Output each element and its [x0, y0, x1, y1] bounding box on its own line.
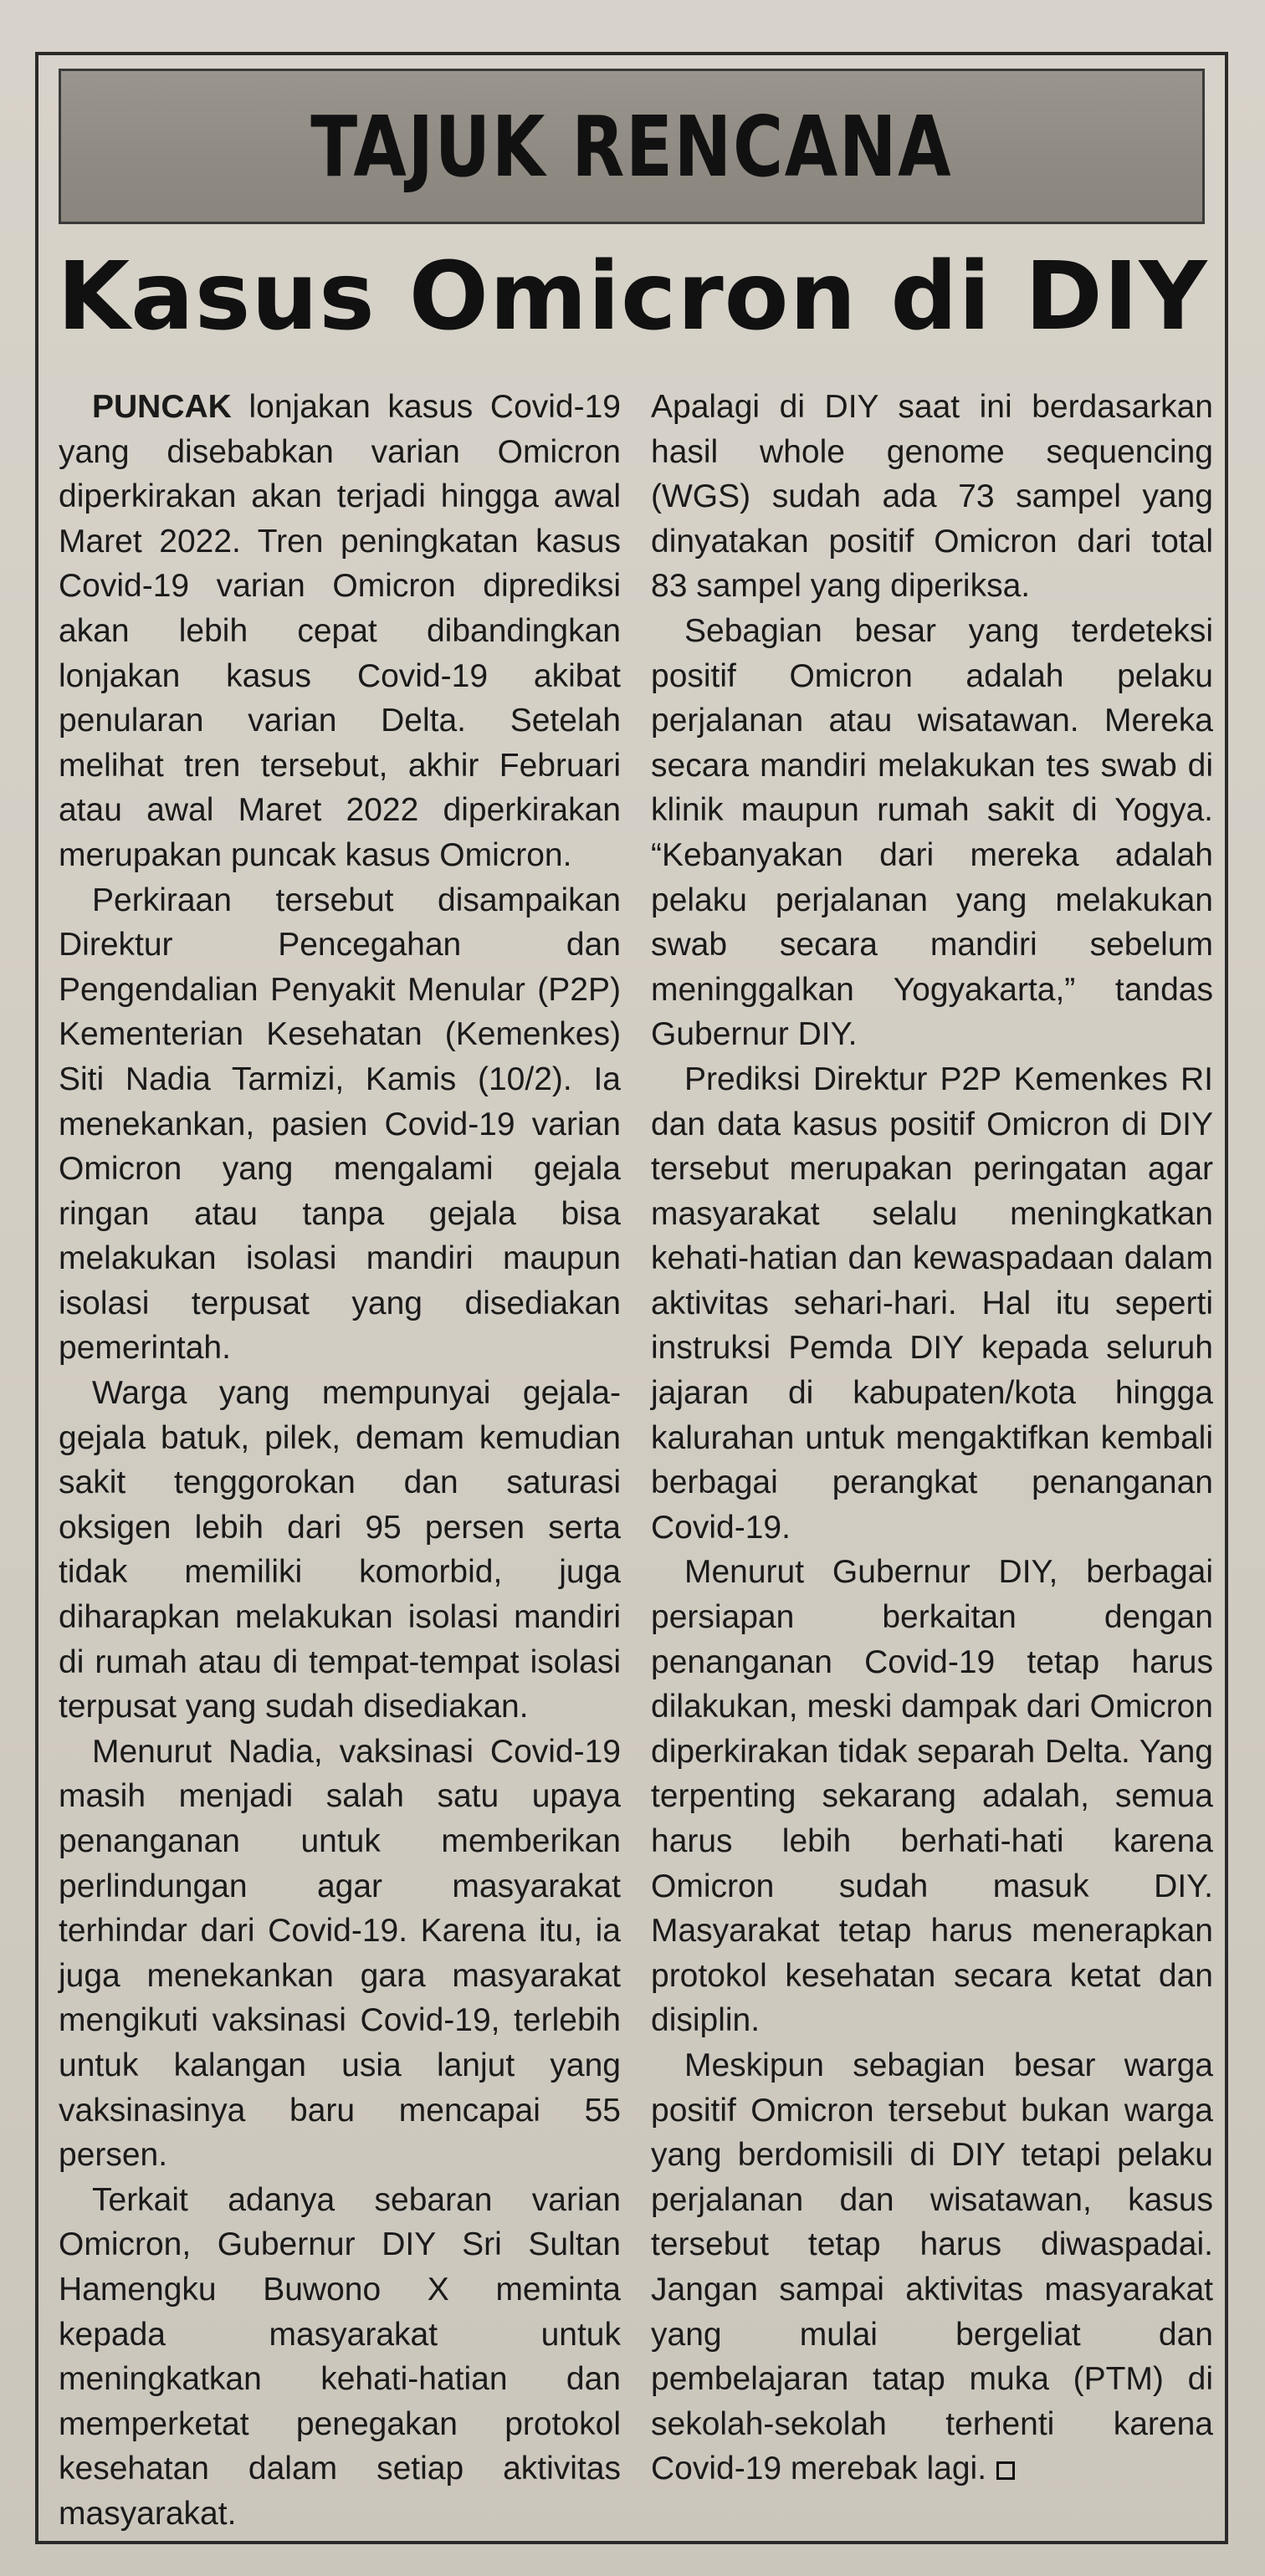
paragraph: Perkiraan tersebut disampaikan Direktur Pencegahan dan Pengendalian Penyakit Menular (P2P) Kementerian Kesehatan (Kemenkes) Siti Nadia Tarmizi, Kamis (10/2). Ia menekankan, pasien Covid-19 varian Omicron yang mengalami gejala ringan atau tanpa gejala bisa melakukan isolasi mandiri maupun isolasi terpusat yang disediakan pemerintah. [59, 882, 621, 1367]
paragraph [59, 385, 621, 878]
paragraph: Warga yang mempunyai gejala-gejala batuk, pilek, demam kemudian sakit tenggorokan dan saturasi oksigen lebih dari 95 persen serta tidak memiliki komorbid, juga diharapkan melakukan isolasi mandiri di rumah atau di tempat-tempat isolasi terpusat yang sudah disediakan. [59, 1375, 621, 1725]
paragraph-text: Meskipun sebagian besar warga positif Omicron tersebut bukan warga yang berdomisili di DIY tetapi pelaku perjalanan dan wisatawan, kasus tersebut tetap harus diwaspadai. Jangan sampai aktivitas masyarakat yang mulai bergeliat dan pembelajaran tatap muka (PTM) di sekolah-sekolah terhenti karena Covid-19 merebak lagi. [651, 2047, 1213, 2487]
end-of-article-icon [996, 2461, 1015, 2480]
paragraph: Menurut Gubernur DIY, berbagai persiapan berkaitan dengan penanganan Covid-19 tetap harus dilakukan, meski dampak dari Omicron diperkirakan tidak separah Delta. Yang terpenting sekarang adalah, semua harus lebih berhati-hati karena Omicron sudah masuk DIY. Masyarakat tetap harus menerapkan protokol kesehatan secara ketat dan disiplin. [651, 1554, 1213, 2039]
paragraph [651, 2043, 1213, 2492]
section-masthead [59, 69, 1205, 224]
paragraph: Prediksi Direktur P2P Kemenkes RI dan data kasus positif Omicron di DIY tersebut merupakan peringatan agar masyarakat selalu meningkatkan kehati-hatian dan kewaspadaan dalam aktivitas sehari-hari. Hal itu seperti instruksi Pemda DIY kepada seluruh jajaran di kabupaten/kota hingga kalurahan untuk mengaktifkan kembali berbagai perangkat penanganan Covid-19. [651, 1061, 1213, 1546]
paragraph: Apalagi di DIY saat ini berdasarkan hasil whole genome sequencing (WGS) sudah ada 73 sampel yang dinyatakan positif Omicron dari total 83 sampel yang diperiksa. [651, 389, 1213, 605]
lead-word: PUNCAK [92, 389, 232, 425]
paragraph: Menurut Nadia, vaksinasi Covid-19 masih menjadi salah satu upaya penanganan untuk memberikan perlindungan agar masyarakat terhindar dari Covid-19. Karena itu, ia juga menekankan gara masyarakat mengikuti vaksinasi Covid-19, terlebih untuk kalangan usia lanjut yang vaksinasinya baru mencapai 55 persen. [59, 1733, 621, 2174]
paragraph: Sebagian besar yang terdeteksi positif Omicron adalah pelaku perjalanan atau wisatawan. Mereka secara mandiri melakukan tes swab di klinik maupun rumah sakit di Yogya. “Kebanyakan dari mereka adalah pelaku perjalanan yang melakukan swab secara mandiri sebelum meninggalkan Yogyakarta,” tandas Gubernur DIY. [651, 612, 1213, 1053]
paragraph: Terkait adanya sebaran varian Omicron, Gubernur DIY Sri Sultan Hamengku Buwono X meminta kepada masyarakat untuk meningkatkan kehati-hatian dan memperketat penegakan protokol kesehatan dalam setiap aktivitas masyarakat. [59, 2181, 621, 2532]
paragraph-text: lonjakan kasus Covid-19 yang disebabkan varian Omicron diperkirakan akan terjadi hingga awal Maret 2022. Tren peningkatan kasus Covid-19 varian Omicron diprediksi akan lebih cepat dibandingkan lonjakan kasus Covid-19 akibat penularan varian Delta. Setelah melihat tren tersebut, akhir Februari atau awal Maret 2022 diperkirakan merupakan puncak kasus Omicron. [59, 389, 621, 873]
section-title: TAJUK RENCANA [310, 97, 953, 196]
right-column [651, 385, 1213, 2492]
left-column [59, 385, 621, 2537]
article-headline: Kasus Omicron di DIY [57, 243, 1208, 351]
